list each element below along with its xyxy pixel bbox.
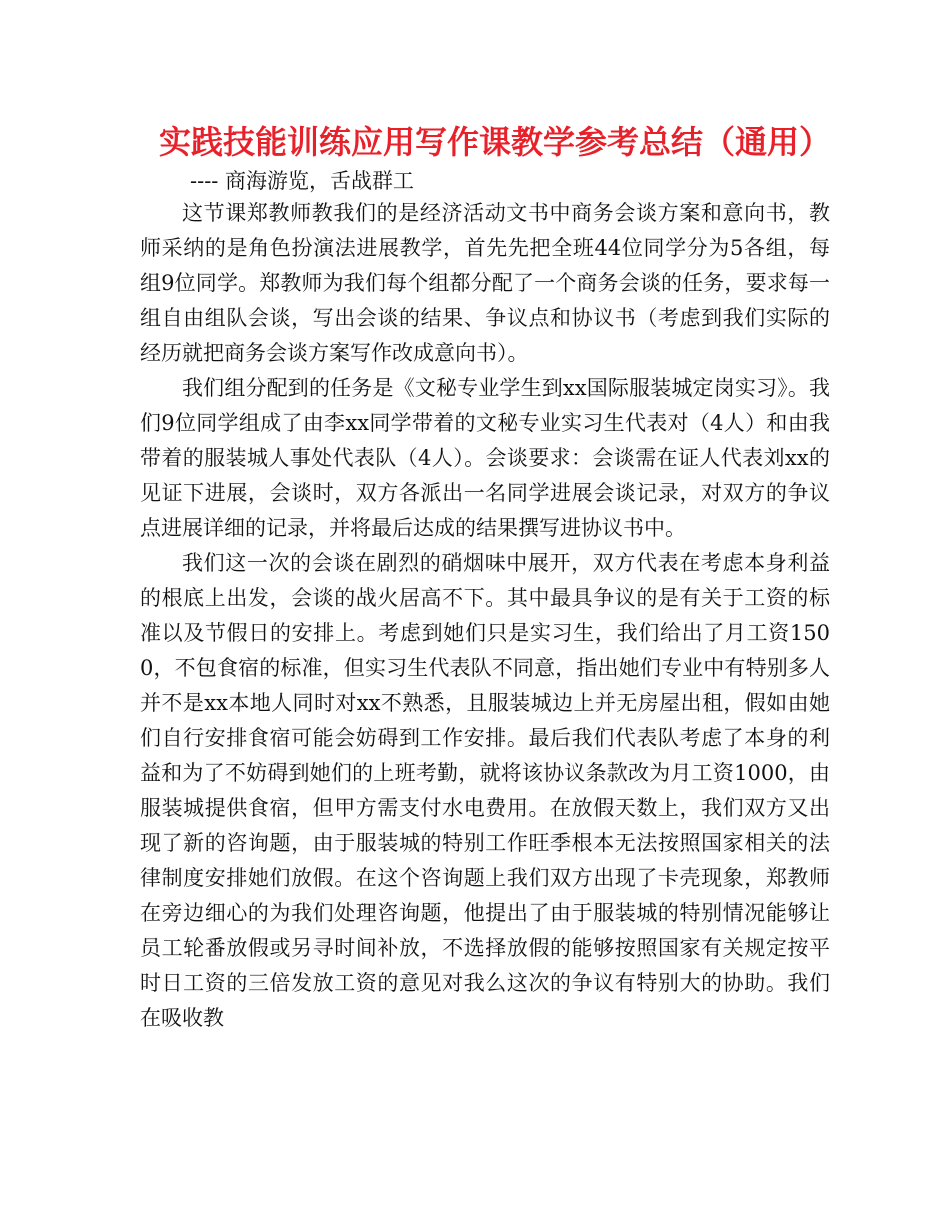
paragraph-3: 我们这一次的会谈在剧烈的硝烟味中展开，双方代表在考虑本身利益的根底上出发，会谈的战火居高不下。其中最具争议的是有关于工资的标准以及节假日的安排上。考虑到她们只是实习生，我们给出了月工资1500，不包食宿的标准，但实习生代表队不同意，指出她们专业中有特别多人并不是xx本地人同时对xx不熟悉，且服装城边上并无房屋出租，假如由她们自行安排食宿可能会妨碍到工作安排。最后我们代表队考虑了本身的利益和为了不妨碍到她们的上班考勤，就将该协议条款改为月工资1000，由服装城提供食宿，但甲方需支付水电费用。在放假天数上，我们双方又出现了新的咨询题，由于服装城的特别工作旺季根本无法按照国家相关的法律制度安排她们放假。在这个咨询题上我们双方出现了卡壳现象，郑教师在旁边细心的为我们处理咨询题，他提出了由于服装城的特别情况能够让员工轮番放假或另寻时间补放，不选择放假的能够按照国家有关规定按平时日工资的三倍发放工资的意见对我么这次的争议有特别大的协助。我们在吸收教 — [140, 551, 830, 1030]
document-subtitle: ---- 商海游览，舌战群工 — [190, 169, 415, 193]
document-page — [140, 118, 830, 1036]
paragraph-2: 我们组分配到的任务是《文秘专业学生到xx国际服装城定岗实习》。我们9位同学组成了由李xx同学带着的文秘专业实习生代表对（4人）和由我带着的服装城人事处代表队（4人）。会谈要求：会谈需在证人代表刘xx的见证下进展，会谈时，双方各派出一名同学进展会谈记录，对双方的争议点进展详细的记录，并将最后达成的结果撰写进协议书中。 — [140, 376, 830, 540]
paragraph-1: 这节课郑教师教我们的是经济活动文书中商务会谈方案和意向书，教师采纳的是角色扮演法进展教学，首先先把全班44位同学分为5各组，每组9位同学。郑教师为我们每个组都分配了一个商务会谈的任务，要求每一组自由组队会谈，写出会谈的结果、争议点和协议书（考虑到我们实际的经历就把商务会谈方案写作改成意向书）。 — [140, 201, 830, 365]
document-title: 实践技能训练应用写作课教学参考总结（通用） — [158, 123, 831, 161]
